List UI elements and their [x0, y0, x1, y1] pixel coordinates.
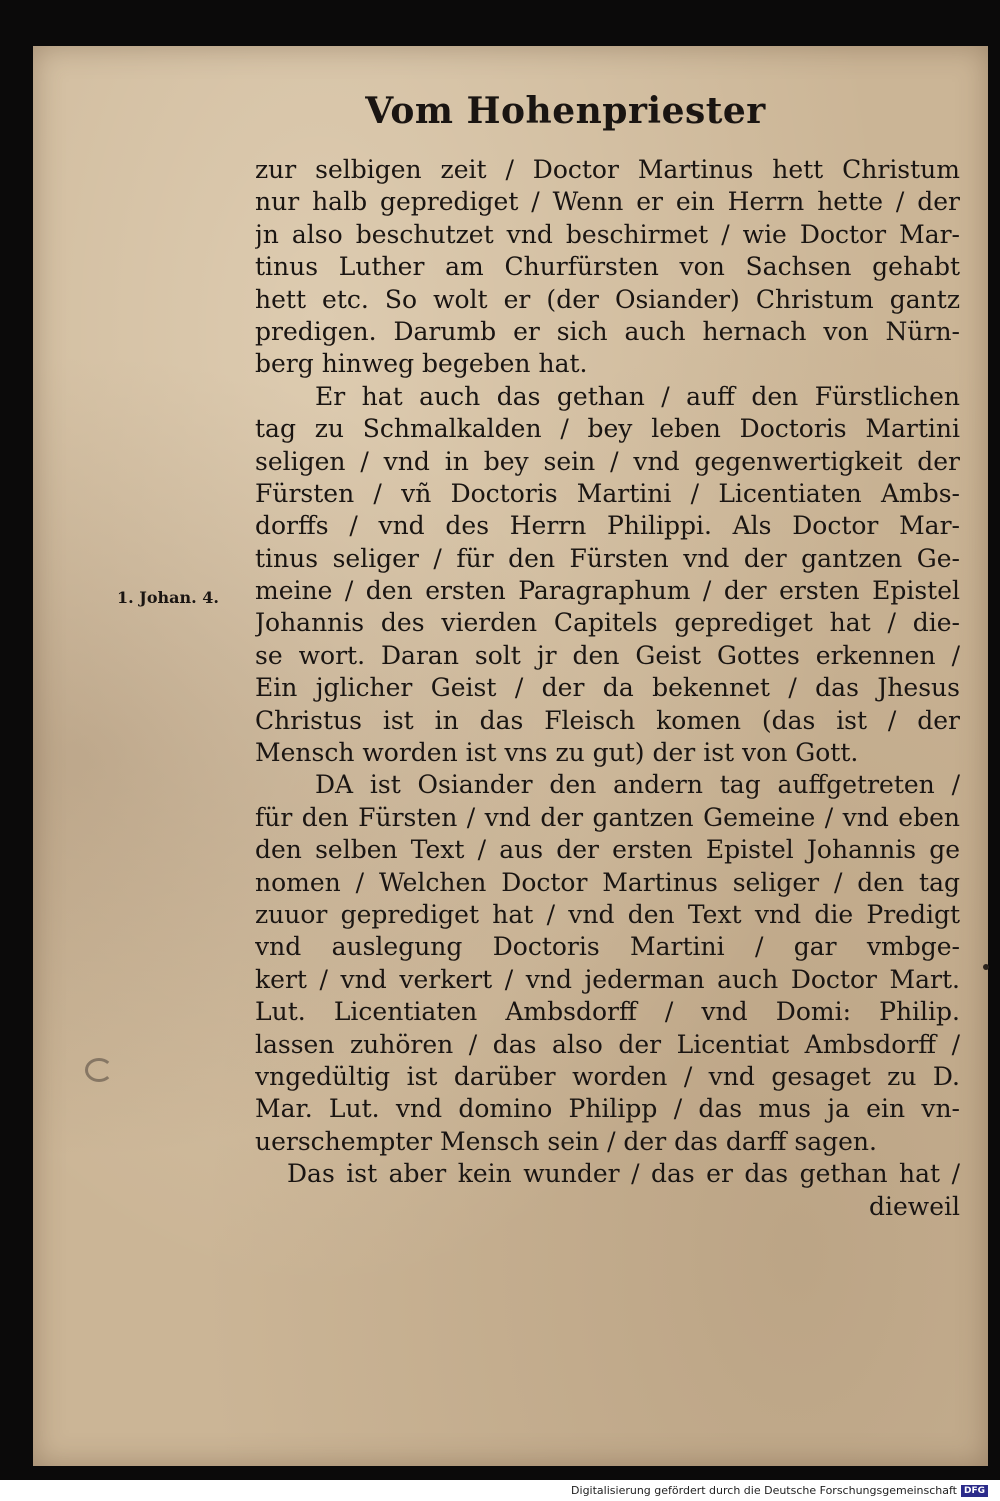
- digitization-credit: [571, 1484, 988, 1497]
- text-line: den selben Text / aus der ersten Epistel Johannis ge: [255, 835, 960, 865]
- text-line: Das ist aber kein wunder / das er das gethan hat /: [287, 1159, 960, 1189]
- text-line: vnd auslegung Doctoris Martini / gar vmbge-: [255, 932, 960, 962]
- text-line: hett etc. So wolt er (der Osiander) Christum gantz: [255, 284, 960, 314]
- text-line: predigen. Darumb er sich auch hernach von Nürn-: [255, 316, 960, 346]
- text-line: uerschempter Mensch sein / der das darff sagen.: [255, 1126, 877, 1156]
- text-line: Johannis des vierden Capitels geprediget hat / die-: [255, 608, 960, 638]
- text-line: nur halb geprediget / Wenn er ein Herrn hette / der: [255, 187, 960, 217]
- text-line: Mar. Lut. vnd domino Philipp / das mus ja ein vn-: [255, 1094, 960, 1124]
- running-title: Vom Hohenpriester: [365, 90, 766, 132]
- text-line: Mensch worden ist vns zu gut) der ist von Gott.: [255, 738, 859, 768]
- text-line: zur selbigen zeit / Doctor Martinus hett Christum: [255, 155, 960, 184]
- text-line: meine / den ersten Paragraphum / der ersten Epistel: [255, 576, 960, 606]
- page-body-text: [255, 154, 960, 1223]
- text-line: Lut. Licentiaten Ambsdorff / vnd Domi: Philip.: [255, 997, 960, 1027]
- paper-stain: [85, 1058, 113, 1082]
- text-line: jn also beschutzet vnd beschirmet / wie Doctor Mar-: [255, 219, 960, 249]
- text-line: vngedültig ist darüber worden / vnd gesaget zu D.: [255, 1061, 960, 1091]
- text-line: für den Fürsten / vnd der gantzen Gemeine / vnd eben: [255, 802, 960, 832]
- text-line: seligen / vnd in bey sein / vnd gegenwertigkeit der: [255, 446, 960, 476]
- text-line: nomen / Welchen Doctor Martinus seliger / den tag: [255, 867, 960, 897]
- text-line: lassen zuhören / das also der Licentiat Ambsdorff /: [255, 1029, 960, 1059]
- marginal-note: 1. Johan. 4.: [117, 588, 219, 607]
- ink-dot: [983, 964, 989, 970]
- credit-text: Digitalisierung gefördert durch die Deutsche Forschungsgemeinschaft: [571, 1484, 957, 1497]
- text-line: zuuor geprediget hat / vnd den Text vnd die Predigt: [255, 899, 960, 929]
- text-line: kert / vnd verkert / vnd jederman auch Doctor Mart.: [255, 964, 960, 994]
- text-line: dorffs / vnd des Herrn Philippi. Als Doctor Mar-: [255, 511, 960, 541]
- text-line: berg hinweg begeben hat.: [255, 349, 588, 379]
- text-line: Fürsten / vñ Doctoris Martini / Licentiaten Ambs-: [255, 478, 960, 508]
- text-line: Christus ist in das Fleisch komen (das ist / der: [255, 705, 960, 735]
- dfg-logo: DFG: [961, 1485, 988, 1497]
- text-line: Er hat auch das gethan / auff den Fürstlichen: [315, 381, 960, 411]
- book-page: [33, 46, 988, 1466]
- catchword: dieweil: [869, 1191, 960, 1221]
- text-line: tinus seliger / für den Fürsten vnd der gantzen Ge-: [255, 543, 960, 573]
- text-line: se wort. Daran solt jr den Geist Gottes erkennen /: [255, 640, 960, 670]
- text-line: tinus Luther am Churfürsten von Sachsen gehabt: [255, 252, 960, 282]
- text-line: DA ist Osiander den andern tag auffgetreten /: [315, 770, 960, 800]
- text-line: Ein jglicher Geist / der da bekennet / das Jhesus: [255, 673, 960, 703]
- text-line: tag zu Schmalkalden / bey leben Doctoris Martini: [255, 414, 960, 444]
